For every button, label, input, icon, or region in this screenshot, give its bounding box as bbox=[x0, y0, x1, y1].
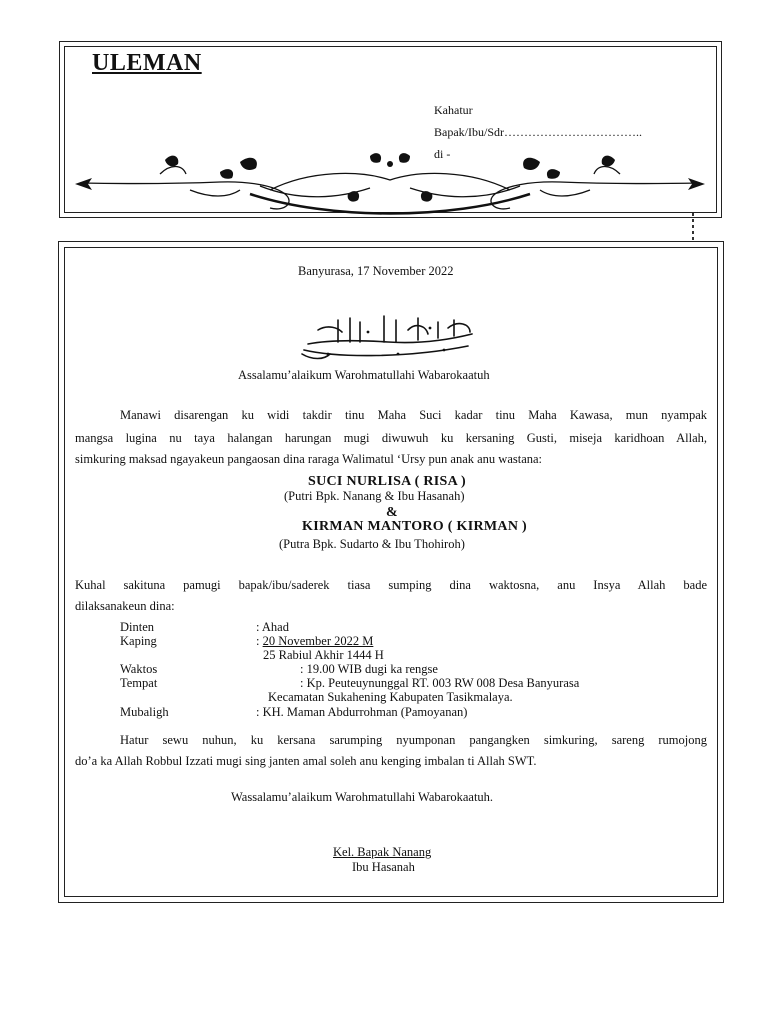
paragraph3-line1: Hatur sewu nuhun, ku kersana sarumping nyumponan pangangken simkuring, sareng rumojong bbox=[120, 733, 707, 747]
sender-name-2: Ibu Hasanah bbox=[352, 860, 415, 874]
schedule-dinten-value: : Ahad bbox=[256, 620, 289, 634]
schedule-dinten-label: Dinten bbox=[120, 620, 155, 634]
schedule-tempat-label: Tempat bbox=[120, 676, 158, 690]
bride-name: SUCI NURLISA ( RISA ) bbox=[308, 474, 467, 489]
groom-parents: (Putra Bpk. Sudarto & Ibu Thohiroh) bbox=[279, 537, 465, 551]
schedule-kaping-value: : 20 November 2022 M bbox=[256, 634, 374, 648]
bride-parents: (Putri Bpk. Nanang & Ibu Hasanah) bbox=[284, 489, 465, 503]
groom-name: KIRMAN MANTORO ( KIRMAN ) bbox=[302, 519, 527, 534]
addressee-kahatur: Kahatur bbox=[434, 103, 473, 117]
envelope-title: ULEMAN bbox=[92, 50, 202, 76]
paragraph1-line2: mangsa lugina nu taya halangan harungan mugi diwuwuh ku kersaning Gusti, miseja karidhoan Allah, bbox=[75, 431, 707, 445]
closing-salam: Wassalamu’alaikum Warohmatullahi Wabarokaatuh. bbox=[231, 790, 494, 804]
bismillah-calligraphy-icon bbox=[298, 310, 478, 362]
schedule-kaping-label: Kaping bbox=[120, 634, 157, 648]
schedule-tempat-value: : Kp. Peuteuynunggal RT. 003 RW 008 Desa Banyurasa bbox=[300, 676, 580, 690]
greeting: Assalamu’alaikum Warohmatullahi Wabarokaatuh bbox=[238, 368, 490, 382]
addressee-recipient: Bapak/Ibu/Sdr…………………………….. bbox=[434, 125, 642, 139]
paragraph1-line3: simkuring maksad ngayakeun pangaosan dina raraga Walimatul ‘Ursy pun anak anu wastana: bbox=[75, 452, 543, 466]
place-date: Banyurasa, 17 November 2022 bbox=[298, 264, 454, 278]
ampersand: & bbox=[386, 505, 398, 520]
schedule-mubaligh-label: Mubaligh bbox=[120, 705, 169, 719]
sender-name: Kel. Bapak Nanang bbox=[333, 845, 432, 859]
schedule-kaping-hijri: 25 Rabiul Akhir 1444 H bbox=[263, 648, 384, 662]
schedule-mubaligh-value: : KH. Maman Abdurrohman (Pamoyanan) bbox=[256, 705, 468, 719]
floral-ornament-divider bbox=[70, 150, 710, 220]
schedule-waktos-label: Waktos bbox=[120, 662, 158, 676]
schedule-waktos-value: : 19.00 WIB dugi ka rengse bbox=[300, 662, 438, 676]
schedule-tempat-value2: Kecamatan Sukahening Kabupaten Tasikmalaya. bbox=[268, 690, 513, 704]
paragraph1-line1: Manawi disarengan ku widi takdir tinu Maha Suci kadar tinu Maha Kawasa, mun nyampak bbox=[120, 408, 707, 422]
paragraph3-line2: do’a ka Allah Robbul Izzati mugi sing janten amal soleh anu kenging imbalan ti Allah SWT. bbox=[75, 754, 537, 768]
paragraph2-line1: Kuhal sakituna pamugi bapak/ibu/saderek tiasa sumping dina waktosna, anu Insya Allah bade bbox=[75, 578, 707, 592]
paragraph2-line2: dilaksanakeun dina: bbox=[75, 599, 175, 613]
addressee-di: di - bbox=[434, 147, 451, 161]
